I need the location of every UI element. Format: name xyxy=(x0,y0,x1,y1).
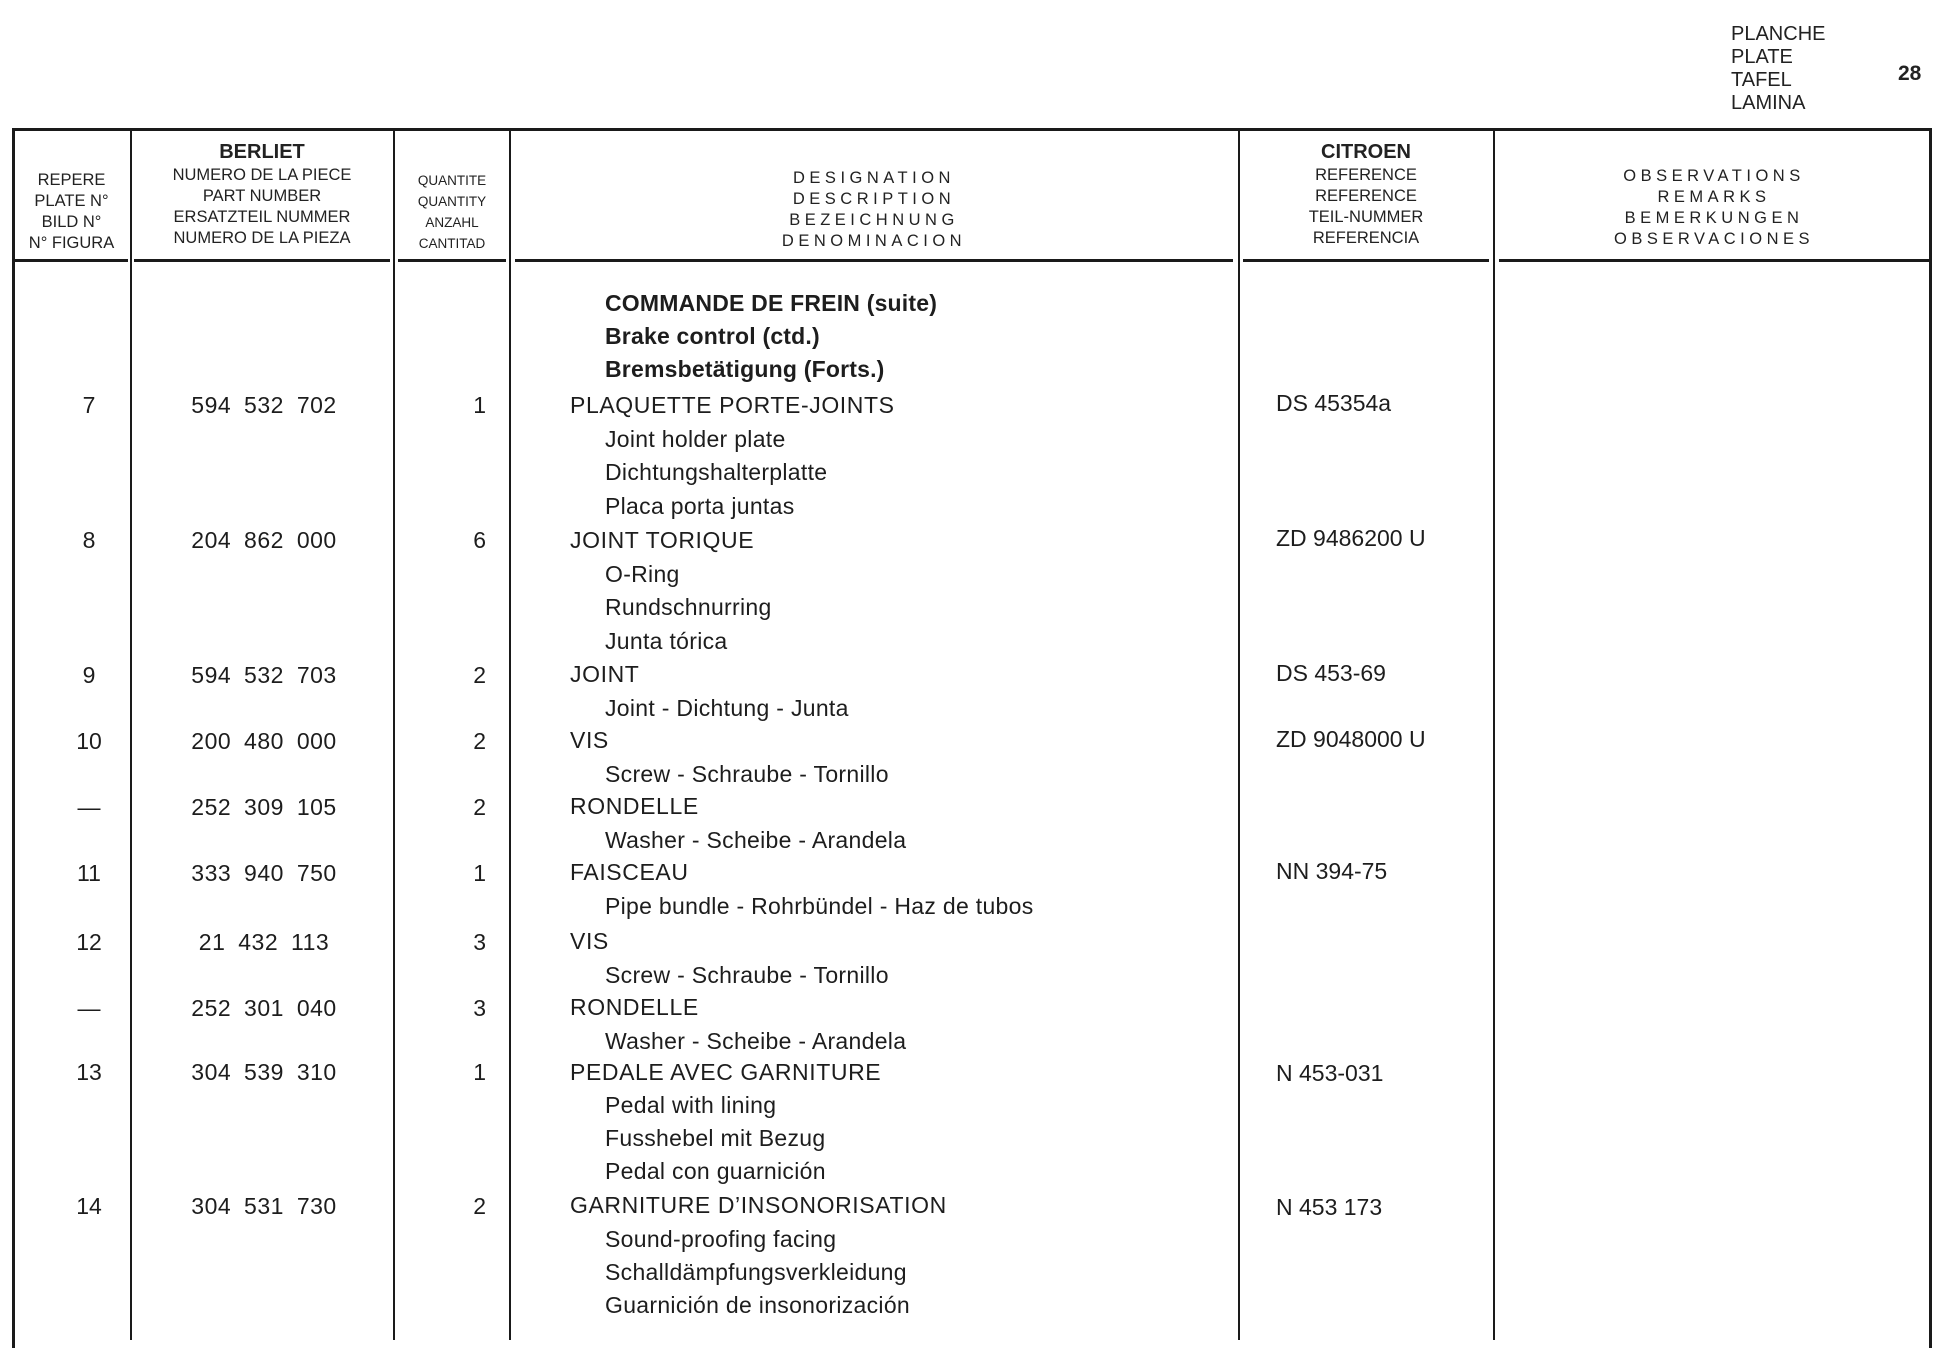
row-quantity: 6 xyxy=(473,527,486,553)
row-quantity: 2 xyxy=(473,728,486,754)
row-translation: Joint - Dichtung - Junta xyxy=(605,695,849,721)
row-part-number: 204 862 000 xyxy=(191,527,337,553)
row-designation: VIS xyxy=(570,727,609,753)
row-translation: O-Ring xyxy=(605,561,680,587)
row-part-number: 252 301 040 xyxy=(191,995,337,1021)
header-designation-line: DESCRIPTION xyxy=(792,190,956,208)
header-rule xyxy=(15,259,128,262)
section-subtitle-en: Brake control (ctd.) xyxy=(605,323,820,349)
row-citroen-ref: N 453-031 xyxy=(1276,1060,1384,1086)
header-designation xyxy=(513,168,1235,252)
header-designation-line: DENOMINACION xyxy=(781,232,967,250)
header-citroen-reference xyxy=(1241,140,1491,249)
header-qty-line: QUANTITE xyxy=(417,173,487,188)
plate-number: 28 xyxy=(1898,62,1922,85)
header-qty-line: ANZAHL xyxy=(425,215,479,230)
row-translation: Washer - Scheibe - Arandela xyxy=(605,827,907,853)
row-translation: Fusshebel mit Bezug xyxy=(605,1125,826,1151)
row-translation: Schalldämpfungsverkleidung xyxy=(605,1259,907,1285)
header-qty-line: CANTITAD xyxy=(418,236,486,251)
row-ref: 10 xyxy=(76,728,102,754)
row-citroen-ref: ZD 9486200 U xyxy=(1276,525,1426,551)
row-ref: 13 xyxy=(76,1059,102,1085)
row-part-number: 594 532 703 xyxy=(191,662,337,688)
column-divider xyxy=(1493,130,1495,1340)
header-rule xyxy=(398,259,506,262)
header-citroen-line: REFERENCE xyxy=(1315,187,1417,205)
row-quantity: 1 xyxy=(473,1059,486,1085)
row-citroen-ref: DS 45354a xyxy=(1276,390,1392,416)
row-translation: Dichtungshalterplatte xyxy=(605,459,828,485)
row-translation: Guarnición de insonorización xyxy=(605,1292,911,1318)
row-citroen-ref: NN 394-75 xyxy=(1276,858,1388,884)
header-citroen-line: REFERENCE xyxy=(1315,166,1417,184)
header-ref-line: REPERE xyxy=(37,171,106,189)
header-part-line: NUMERO DE LA PIECE xyxy=(172,166,352,184)
column-divider xyxy=(509,130,511,1340)
header-brand-berliet: BERLIET xyxy=(219,141,305,163)
row-quantity: 2 xyxy=(473,1193,486,1219)
row-translation: Sound-proofing facing xyxy=(605,1226,837,1252)
row-part-number: 304 531 730 xyxy=(191,1193,337,1219)
row-translation: Joint holder plate xyxy=(605,426,786,452)
row-designation: PEDALE AVEC GARNITURE xyxy=(570,1059,882,1085)
row-ref: 8 xyxy=(82,527,96,553)
plate-label-en: PLATE xyxy=(1731,46,1793,68)
header-ref-line: N° FIGURA xyxy=(28,234,115,252)
row-quantity: 3 xyxy=(473,929,486,955)
section-subtitle-de: Bremsbetätigung (Forts.) xyxy=(605,356,885,382)
header-part-line: PART NUMBER xyxy=(202,187,322,205)
row-quantity: 3 xyxy=(473,995,486,1021)
header-designation-line: DESIGNATION xyxy=(793,169,955,187)
row-translation: Pedal con guarnición xyxy=(605,1158,826,1184)
row-designation: FAISCEAU xyxy=(570,859,689,885)
plate-label-fr: PLANCHE xyxy=(1731,23,1826,45)
plate-label-de: TAFEL xyxy=(1731,69,1792,91)
section-title: COMMANDE DE FREIN (suite) xyxy=(605,290,938,316)
row-translation: Pipe bundle - Rohrbündel - Haz de tubos xyxy=(605,893,1034,919)
row-translation: Junta tórica xyxy=(605,628,728,654)
row-designation: PLAQUETTE PORTE-JOINTS xyxy=(570,392,895,418)
header-designation-line: BEZEICHNUNG xyxy=(789,211,959,229)
row-part-number: 594 532 702 xyxy=(191,392,337,418)
header-part-number xyxy=(133,140,391,249)
row-part-number: 304 539 310 xyxy=(191,1059,337,1085)
header-observations xyxy=(1497,166,1931,250)
row-quantity: 1 xyxy=(473,392,486,418)
column-divider xyxy=(1238,130,1240,1340)
row-designation: JOINT xyxy=(570,661,640,687)
header-citroen-line: REFERENCIA xyxy=(1312,229,1420,247)
header-observations-line: REMARKS xyxy=(1657,188,1771,206)
row-part-number: 333 940 750 xyxy=(191,860,337,886)
row-translation: Screw - Schraube - Tornillo xyxy=(605,761,889,787)
row-ref: 7 xyxy=(82,392,96,418)
plate-label-es: LAMINA xyxy=(1731,92,1806,114)
header-observations-line: OBSERVATIONS xyxy=(1623,167,1805,185)
row-quantity: 2 xyxy=(473,662,486,688)
row-translation: Washer - Scheibe - Arandela xyxy=(605,1028,907,1054)
header-citroen-line: TEIL-NUMMER xyxy=(1308,208,1424,226)
header-observations-line: OBSERVACIONES xyxy=(1613,230,1814,248)
row-part-number: 21 432 113 xyxy=(198,929,330,955)
row-part-number: 252 309 105 xyxy=(191,794,337,820)
header-ref-line: BILD N° xyxy=(41,213,102,231)
header-ref-line: PLATE N° xyxy=(34,192,109,210)
row-designation: RONDELLE xyxy=(570,994,699,1020)
row-translation: Screw - Schraube - Tornillo xyxy=(605,962,889,988)
row-part-number: 200 480 000 xyxy=(191,728,337,754)
header-rule xyxy=(1243,259,1489,262)
header-part-line: NUMERO DE LA PIEZA xyxy=(173,229,351,247)
row-designation: RONDELLE xyxy=(570,793,699,819)
header-rule xyxy=(515,259,1233,262)
row-translation: Rundschnurring xyxy=(605,594,772,620)
row-citroen-ref: DS 453-69 xyxy=(1276,660,1386,686)
row-designation: GARNITURE D’INSONORISATION xyxy=(570,1192,947,1218)
row-quantity: 2 xyxy=(473,794,486,820)
row-designation: JOINT TORIQUE xyxy=(570,527,755,553)
plate-labels xyxy=(1731,23,1825,115)
row-ref: 11 xyxy=(77,860,101,886)
row-ref: 14 xyxy=(76,1193,102,1219)
header-qty-line: QUANTITY xyxy=(417,194,487,209)
row-ref: 9 xyxy=(82,662,96,688)
header-ref xyxy=(15,170,128,254)
row-translation: Placa porta juntas xyxy=(605,493,795,519)
row-designation: VIS xyxy=(570,928,609,954)
header-brand-citroen: CITROEN xyxy=(1321,141,1411,163)
row-citroen-ref: N 453 173 xyxy=(1276,1194,1383,1220)
header-rule xyxy=(1499,259,1929,262)
row-ref: — xyxy=(77,995,101,1021)
header-quantity xyxy=(397,170,507,254)
row-ref: 12 xyxy=(76,929,102,955)
header-rule xyxy=(134,259,390,262)
row-translation: Pedal with lining xyxy=(605,1092,777,1118)
row-ref: — xyxy=(77,794,101,820)
row-citroen-ref: ZD 9048000 U xyxy=(1276,726,1426,752)
row-quantity: 1 xyxy=(473,860,486,886)
header-part-line: ERSATZTEIL NUMMER xyxy=(173,208,351,226)
header-observations-line: BEMERKUNGEN xyxy=(1624,209,1804,227)
